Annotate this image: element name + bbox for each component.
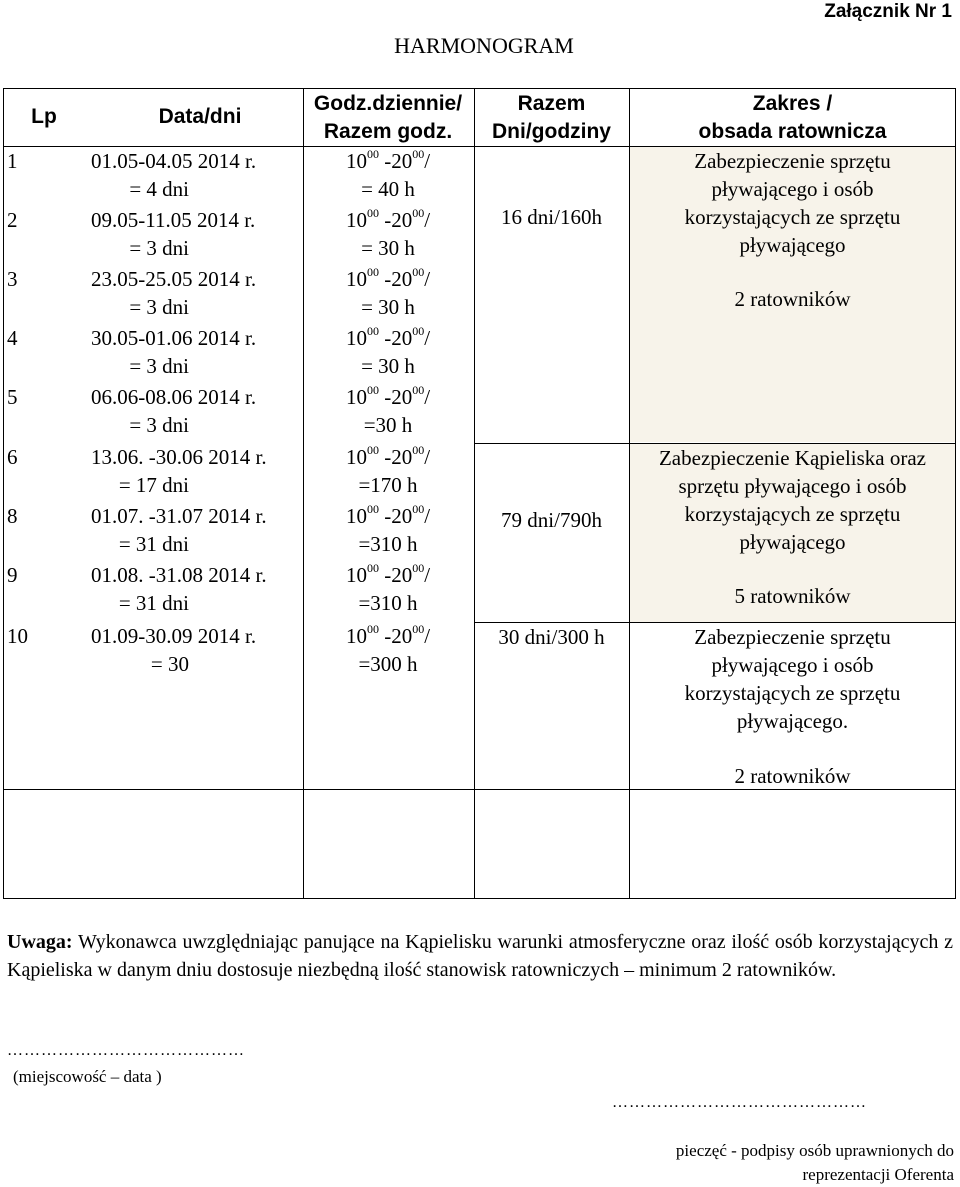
time-start-minutes: 00 [366, 443, 379, 457]
group-scope [629, 623, 956, 735]
time-end-minutes: 00 [412, 622, 425, 636]
row-date: 09.05-11.05 2014 r. [91, 208, 256, 232]
row-date: 23.05-25.05 2014 r. [91, 267, 257, 291]
row-days: = 17 dni [118, 473, 189, 497]
group-crew: 5 ratowników [734, 584, 851, 608]
annex-label: Załącznik Nr 1 [824, 1, 952, 22]
time-start-minutes: 00 [366, 206, 379, 220]
time-end: -20 [384, 385, 413, 409]
row-days: = 30 [150, 652, 189, 676]
time-start-minutes: 00 [366, 383, 379, 397]
signature-label-line-2: reprezentacji Oferenta [802, 1165, 954, 1184]
table-border-bottom [3, 898, 956, 899]
time-end-minutes: 00 [412, 561, 425, 575]
group-scope-line: sprzętu pływającego i osób [678, 474, 907, 498]
time-start: 10 [345, 208, 367, 232]
row-lp: 8 [7, 504, 18, 528]
row-date: 13.06. -30.06 2014 r. [91, 445, 267, 469]
signature-label [600, 1139, 954, 1187]
time-end-minutes: 00 [412, 265, 425, 279]
note-label: Uwaga: [7, 931, 73, 953]
group-crew: 2 ratowników [734, 287, 851, 311]
group-scope-line: pływającego i osób [711, 177, 874, 201]
row-lp: 3 [7, 267, 18, 291]
row-days: = 3 dni [129, 413, 189, 437]
row-days: = 31 dni [118, 532, 189, 556]
row-hours-sum: = 40 h [361, 177, 415, 201]
row-hours-sum: =310 h [358, 532, 418, 556]
row-hours-sum: =30 h [363, 413, 413, 437]
row-hours-sum: =310 h [358, 591, 418, 615]
group-total: 30 dni/300 h [498, 625, 605, 649]
header-lp: Lp [31, 105, 57, 128]
note-paragraph [7, 928, 953, 984]
row-lp: 5 [7, 385, 18, 409]
place-date-dots: …………………………………… [7, 1042, 245, 1059]
row-lp: 2 [7, 208, 18, 232]
time-end: -20 [384, 563, 413, 587]
time-end-minutes: 00 [412, 324, 425, 338]
group-scope-line: korzystających ze sprzętu [684, 205, 901, 229]
row-hours-sum: = 30 h [361, 236, 415, 260]
header-hours-1: Godz.dziennie/ [313, 92, 463, 115]
time-slash: / [424, 208, 431, 232]
time-start-minutes: 00 [366, 324, 379, 338]
row-date: 06.06-08.06 2014 r. [91, 385, 257, 409]
row-time [303, 265, 473, 293]
time-slash: / [424, 326, 431, 350]
group-scope-line: pływającego [739, 233, 846, 257]
time-slash: / [424, 504, 431, 528]
row-date: 01.09-30.09 2014 r. [91, 624, 257, 648]
row-days: = 3 dni [129, 354, 189, 378]
group-scope [629, 444, 956, 556]
row-lp: 6 [7, 445, 18, 469]
time-slash: / [424, 624, 431, 648]
row-time [303, 383, 473, 411]
group-scope [629, 147, 956, 259]
time-start: 10 [345, 563, 367, 587]
row-time [303, 443, 473, 471]
time-start-minutes: 00 [366, 502, 379, 516]
row-days: = 4 dni [129, 177, 189, 201]
group-scope-line: pływającego [739, 530, 846, 554]
time-end-minutes: 00 [412, 443, 425, 457]
header-scope-1: Zakres / [752, 92, 833, 115]
time-start: 10 [345, 445, 367, 469]
note-text: Wykonawca uwzględniając panujące na Kąpielisku warunki atmosferyczne oraz ilość osób korzystających z Kąpieliska w danym dniu dostosuje niezbędną ilość stanowisk ratowniczych – minimum 2 ratowników. [7, 931, 953, 981]
row-lp: 9 [7, 563, 18, 587]
time-end: -20 [384, 149, 413, 173]
row-date: 30.05-01.06 2014 r. [91, 326, 257, 350]
group-total: 79 dni/790h [501, 508, 602, 532]
time-start: 10 [345, 326, 367, 350]
row-lp: 4 [7, 326, 18, 350]
row-time [303, 622, 473, 650]
time-start: 10 [345, 504, 367, 528]
header-scope-2: obsada ratownicza [698, 120, 887, 143]
time-start: 10 [345, 267, 367, 291]
time-end: -20 [384, 624, 413, 648]
place-date-label: (miejscowość – data ) [13, 1067, 162, 1086]
time-start-minutes: 00 [366, 622, 379, 636]
row-date: 01.05-04.05 2014 r. [91, 149, 257, 173]
group-scope-line: pływającego i osób [711, 653, 874, 677]
time-end: -20 [384, 267, 413, 291]
row-hours-sum: =300 h [358, 652, 418, 676]
group-scope-line: pływającego. [736, 709, 849, 733]
row-time [303, 324, 473, 352]
row-time [303, 502, 473, 530]
row-lp: 10 [7, 624, 28, 648]
row-time [303, 206, 473, 234]
time-start-minutes: 00 [366, 147, 379, 161]
time-end-minutes: 00 [412, 502, 425, 516]
time-end: -20 [384, 326, 413, 350]
row-date: 01.08. -31.08 2014 r. [91, 563, 267, 587]
row-hours-sum: = 30 h [361, 354, 415, 378]
time-start: 10 [345, 149, 367, 173]
time-end: -20 [384, 445, 413, 469]
row-date: 01.07. -31.07 2014 r. [91, 504, 267, 528]
row-lp: 1 [7, 149, 18, 173]
time-slash: / [424, 267, 431, 291]
header-total-2: Dni/godziny [492, 120, 611, 143]
time-start: 10 [345, 385, 367, 409]
time-slash: / [424, 385, 431, 409]
time-slash: / [424, 149, 431, 173]
header-hours-2: Razem godz. [323, 120, 453, 143]
time-slash: / [424, 563, 431, 587]
row-time [303, 561, 473, 589]
group-scope-line: Zabezpieczenie Kąpieliska oraz [658, 446, 926, 470]
header-total-1: Razem [517, 92, 586, 115]
row-hours-sum: =170 h [358, 473, 418, 497]
header-date: Data/dni [158, 105, 242, 128]
time-end: -20 [384, 504, 413, 528]
row-days: = 3 dni [129, 295, 189, 319]
signature-dots: ……………………………………… [612, 1094, 867, 1111]
time-slash: / [424, 445, 431, 469]
table-column-line [3, 88, 4, 899]
table-border-top [3, 88, 956, 89]
document-title: HARMONOGRAM [394, 33, 574, 58]
row-hours-sum: = 30 h [361, 295, 415, 319]
time-end-minutes: 00 [412, 383, 425, 397]
signature-label-line-1: pieczęć - podpisy osób uprawnionych do [675, 1141, 954, 1160]
group-scope-line: Zabezpieczenie sprzętu [694, 149, 891, 173]
time-end: -20 [384, 208, 413, 232]
row-time [303, 147, 473, 175]
group-scope-line: korzystających ze sprzętu [684, 681, 901, 705]
time-end-minutes: 00 [412, 147, 425, 161]
time-start: 10 [345, 624, 367, 648]
group-total: 16 dni/160h [501, 205, 602, 229]
time-start-minutes: 00 [366, 265, 379, 279]
time-end-minutes: 00 [412, 206, 425, 220]
group-scope-line: korzystających ze sprzętu [684, 502, 901, 526]
group-crew: 2 ratowników [734, 764, 851, 788]
group-scope-line: Zabezpieczenie sprzętu [694, 625, 891, 649]
row-days: = 31 dni [118, 591, 189, 615]
row-days: = 3 dni [129, 236, 189, 260]
time-start-minutes: 00 [366, 561, 379, 575]
